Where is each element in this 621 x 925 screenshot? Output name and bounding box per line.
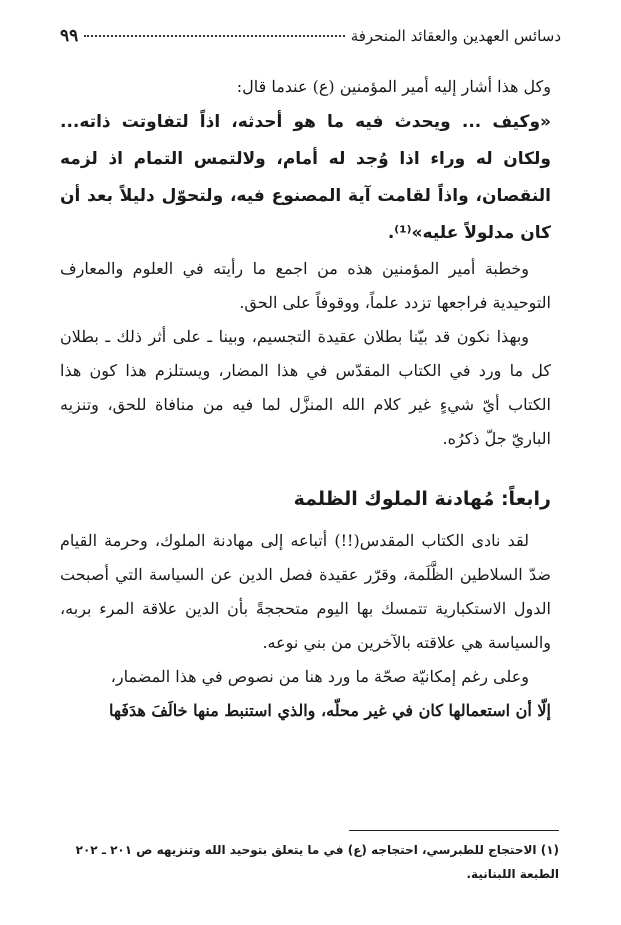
- paragraph-final-line-1: وعلى رغم إمكانيّة صحّة ما ورد هنا من نصوص في هذا المضمار،: [110, 667, 529, 686]
- paragraph-final-line-2: إلّا أن استعمالها كان في غير محلّه، والذي استنبط منها خالَفَ هدَفَها: [109, 701, 551, 720]
- footnote-citation: (١) الاحتجاج للطبرسي، احتجاجه (ع) في ما يتعلق بتوحيد الله وتنزيهه ص ٢٠١ ـ ٢٠٢: [75, 843, 559, 857]
- page-body: [60, 70, 551, 728]
- paragraph-sermon-note: وخطبة أمير المؤمنين هذه من اجمع ما رأيته في العلوم والمعارف التوحيدية فراجعها تزدد علماً، ووقوفاً على الحق.: [60, 259, 551, 312]
- paragraph-conclusion: وبهذا نكون قد بيّنا بطلان عقيدة التجسيم، وبينا ـ على أثر ذلك ـ بطلان كل ما ورد في الكتاب المقدّس في هذا المضار، ويستلزم هذا كون هذا الكتاب أيّ شيءٍ غير كلام الله المنزَّل لما فيه من منافاة للحق، وتنزيه الباريّ جلّ ذكرُه.: [60, 327, 551, 448]
- page-number: ٩٩: [60, 26, 79, 46]
- quotation-block: «وكيف ... ويحدث فيه ما هو أحدثه، اذاً لتفاوتت ذاته... ولكان له وراء اذا وُجد له أمام، ولالتمس التمام اذ لزمه النقصان، واذاً لقامت آية المصنوع فيه، ولتحوّل دليلاً بعد أن كان مدلولاً عليه»⁽¹⁾.: [60, 112, 551, 243]
- paragraph-section-body: لقد نادى الكتاب المقدس(!!) أتباعه إلى مهادنة الملوك، وحرمة القيام ضدّ السلاطين الظَّلَمة، وقرّر عقيدة فصل الدين عن السياسة التي أصبحت الدول الاستكبارية تتمسك بها اليوم متحججةً بأن الدين علاقة المرء بربه، والسياسة هي علاقته بالآخرين من بني نوعه.: [60, 531, 551, 652]
- footnote-edition: الطبعة اللبنانية.: [466, 867, 559, 881]
- header-leader-dots: [84, 35, 344, 37]
- running-header: [60, 26, 561, 52]
- footnote-divider: [349, 830, 559, 831]
- paragraph-intro: وكل هذا أشار إليه أمير المؤمنين (ع) عندما قال:: [236, 77, 551, 96]
- section-heading: رابعاً: مُهادنة الملوك الظلمة: [293, 488, 551, 510]
- running-title: دسائس العهدين والعقائد المنحرفة: [350, 27, 561, 45]
- footnote: [60, 838, 559, 886]
